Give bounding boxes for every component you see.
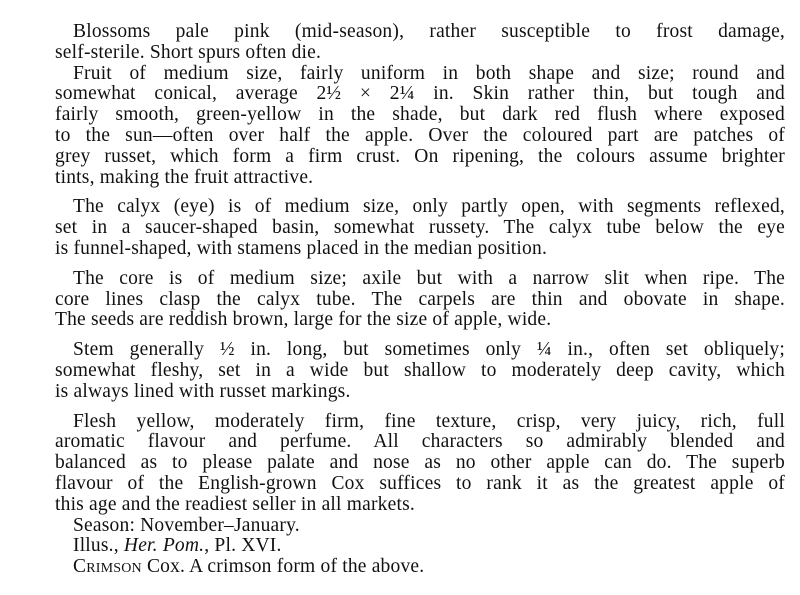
text-line: to the sun—often over half the apple. Over the coloured part are patches of xyxy=(55,124,785,146)
paragraph xyxy=(55,340,785,402)
variant-line xyxy=(55,557,785,578)
text-line: The calyx (eye) is of medium size, only partly open, with segments reflexed, xyxy=(73,196,785,218)
paragraph xyxy=(55,269,785,331)
paragraph xyxy=(55,22,785,64)
season-paragraph xyxy=(55,516,785,537)
text-line: is always lined with russet markings. xyxy=(55,380,351,402)
variant-description: Cox. A crimson form of the above. xyxy=(141,556,425,578)
text-line: core lines clasp the calyx tube. The carpels are thin and obovate in shape. xyxy=(55,288,785,310)
text-line: balanced as to please palate and nose as no other apple can do. The superb xyxy=(55,452,785,474)
text-line: set in a saucer-shaped basin, somewhat russety. The calyx tube below the eye xyxy=(55,217,785,239)
text-line: somewhat fleshy, set in a wide but shallow to moderately deep cavity, which xyxy=(55,359,785,381)
text-line: self-sterile. Short spurs often die. xyxy=(55,41,322,63)
paragraph xyxy=(55,197,785,259)
text-line: grey russet, which form a firm crust. On ripening, the colours assume brighter xyxy=(55,145,785,167)
description-body xyxy=(55,22,785,516)
variant-name: Crimson xyxy=(73,556,142,578)
season-line: Season: November–January. xyxy=(73,514,300,536)
text-line: Stem generally ½ in. long, but sometimes only ¼ in., often set obliquely; xyxy=(73,339,785,361)
paragraph xyxy=(55,64,785,189)
text-line: this age and the readiest seller in all markets. xyxy=(55,493,415,515)
illustration-paragraph xyxy=(55,536,785,557)
text-line: flavour of the English-grown Cox suffices to rank it as the greatest apple of xyxy=(55,472,785,494)
text-line: aromatic flavour and perfume. All characters so admirably blended and xyxy=(55,431,785,453)
text-line: is funnel-shaped, with stamens placed in the median position. xyxy=(55,237,548,259)
text-line: fairly smooth, green-yellow in the shade, but dark red flush where exposed xyxy=(55,104,785,126)
illus-prefix: Illus., xyxy=(73,535,124,557)
illustration-line xyxy=(55,536,785,557)
text-line: somewhat conical, average 2½ × 2¼ in. Skin rather thin, but tough and xyxy=(55,83,785,105)
illus-plate: , Pl. XVI. xyxy=(204,535,282,557)
text-line: The seeds are reddish brown, large for the size of apple, wide. xyxy=(55,309,552,331)
text-line: Blossoms pale pink (mid-season), rather susceptible to frost damage, xyxy=(73,21,785,42)
document-page xyxy=(55,22,785,578)
variant-paragraph xyxy=(55,557,785,578)
text-line: The core is of medium size; axile but with a narrow slit when ripe. The xyxy=(73,267,785,289)
text-line: Flesh yellow, moderately firm, fine texture, crisp, very juicy, rich, full xyxy=(73,410,785,432)
illus-source: Her. Pom. xyxy=(123,535,205,557)
text-line: tints, making the fruit attractive. xyxy=(55,166,314,188)
text-line: Fruit of medium size, fairly uniform in both shape and size; round and xyxy=(73,62,785,84)
paragraph xyxy=(55,412,785,516)
